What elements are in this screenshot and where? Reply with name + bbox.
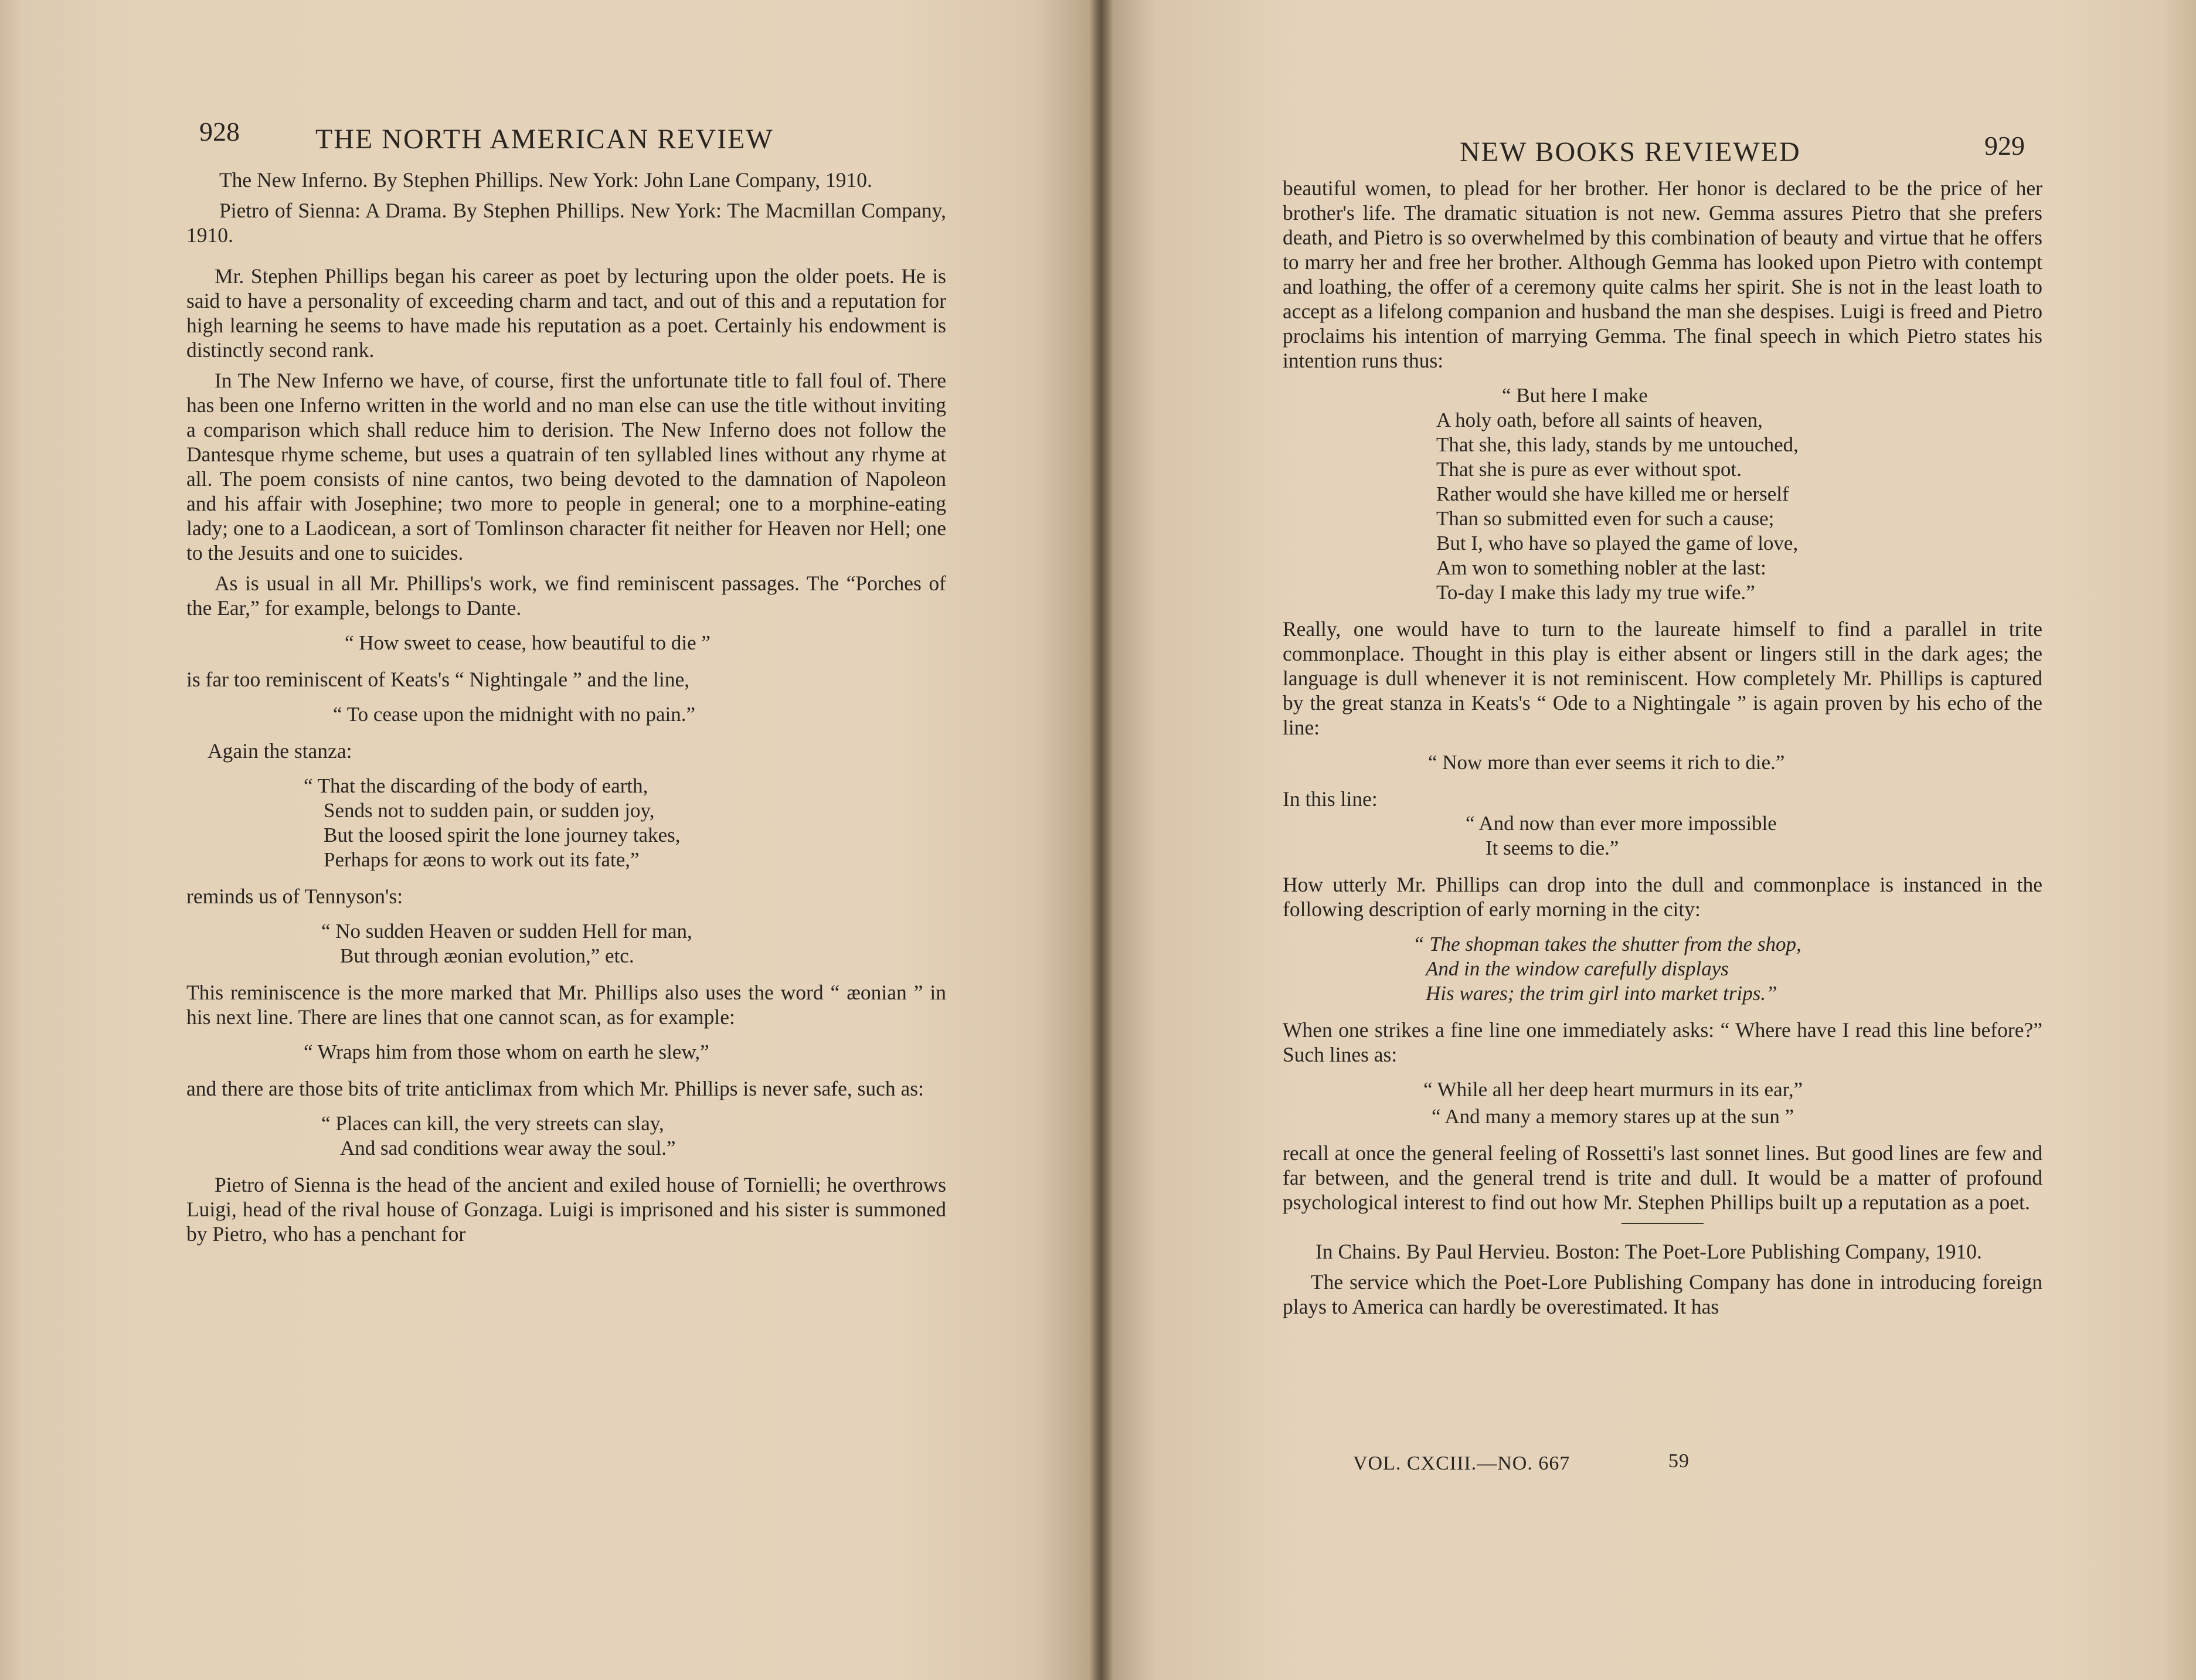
verse-line: To-day I make this lady my true wife.” <box>1436 581 1755 604</box>
verse-line: Am won to something nobler at the last: <box>1436 556 1766 579</box>
verse-line: “ The shopman takes the shutter from the shop, <box>1413 933 1801 955</box>
stanza <box>1283 811 2042 861</box>
verse-line: Than so submitted even for such a cause; <box>1436 507 1775 530</box>
right-page-body <box>1283 176 2042 1325</box>
verse-line: A holy oath, before all saints of heaven, <box>1436 409 1763 431</box>
citation-pietro-of-sienna: Pietro of Sienna: A Drama. By Stephen Phillips. New York: The Macmillan Company, 1910. <box>186 199 946 247</box>
left-page-body <box>186 168 946 1252</box>
verse-line: “ And now than ever more impossible <box>1466 812 1777 835</box>
stanza <box>186 774 946 872</box>
footer-volume: VOL. CXCIII.—NO. 667 <box>1353 1453 1570 1474</box>
verse-line: But through æonian evolution,” etc. <box>340 944 634 967</box>
stanza <box>186 1111 946 1161</box>
right-running-head: NEW BOOKS REVIEWED <box>1460 137 1801 168</box>
paragraph: Really, one would have to turn to the laureate himself to find a parallel in trite commonplace. Thought in this play is either absent or lingers still in the dark ages; the language is dull whenever it is not reminiscent. How completely Mr. Phillips is captured by the great stanza in Keats's “ Ode to a Nightingale ” is again proven by his echo of the line: <box>1283 617 2042 739</box>
right-page-number: 929 <box>1984 131 2025 161</box>
paragraph: The service which the Poet-Lore Publishing Company has done in introducing foreign plays to America can hardly be overestimated. It has <box>1283 1270 2042 1318</box>
text-line: is far too reminiscent of Keats's “ Nightingale ” and the line, <box>186 668 690 691</box>
text-line: Again the stanza: <box>208 739 352 763</box>
stanza <box>1283 932 2042 1006</box>
verse-line: But the loosed spirit the lone journey takes, <box>324 824 681 846</box>
paragraph: As is usual in all Mr. Phillips's work, we find reminiscent passages. The “Porches of the Ear,” for example, belongs to Dante. <box>186 572 946 620</box>
quotation: “ While all her deep heart murmurs in its ear,” <box>1423 1078 1803 1101</box>
quotation: “ And many a memory stares up at the sun ” <box>1432 1105 1794 1128</box>
citation-in-chains: In Chains. By Paul Hervieu. Boston: The Poet-Lore Publishing Company, 1910. <box>1315 1240 1982 1263</box>
quotation: “ Now more than ever seems it rich to die.” <box>1428 751 1785 774</box>
verse-line: That she is pure as ever without spot. <box>1436 458 1742 481</box>
verse-line: “ Places can kill, the very streets can slay, <box>321 1112 664 1135</box>
verse-line: And in the window carefully displays <box>1426 957 1729 980</box>
quotation: “ Wraps him from those whom on earth he slew,” <box>304 1040 709 1063</box>
verse-line: “ That the discarding of the body of earth, <box>304 774 648 797</box>
verse-line: “ No sudden Heaven or sudden Hell for man, <box>321 920 692 943</box>
stanza <box>1283 383 2042 605</box>
paragraph: This reminiscence is the more marked that Mr. Phillips also uses the word “ æonian ” in his next line. There are lines that one cannot scan, as for example: <box>186 981 946 1029</box>
paragraph: Mr. Stephen Phillips began his career as poet by lecturing upon the older poets. He is said to have a personality of exceeding charm and tact, and out of this and a reputation for high learning he seems to have made his reputation as a poet. Certainly his endowment is distinctly second rank. <box>186 264 946 362</box>
paragraph: and there are those bits of trite anticlimax from which Mr. Phillips is never safe, such as: <box>186 1077 924 1100</box>
verse-line: But I, who have so played the game of love, <box>1436 532 1799 555</box>
paragraph: When one strikes a fine line one immediately asks: “ Where have I read this line before?” Such lines as: <box>1283 1018 2042 1066</box>
text-line: In this line: <box>1283 787 1378 811</box>
paragraph: Pietro of Sienna is the head of the ancient and exiled house of Tornielli; he overthrows Luigi, head of the rival house of Gonzaga. Luigi is imprisoned and his sister is summoned by Pietro, who has a penchant for <box>186 1173 946 1246</box>
paragraph: beautiful women, to plead for her brother. Her honor is declared to be the price of her brother's life. The dramatic situation is not new. Gemma assures Pietro that she prefers death, and Pietro is so overwhelmed by this combination of beauty and virtue that he offers to marry her and free her brother. Although Gemma has looked upon Pietro with contempt and loathing, the offer of a ceremony quite calms her spirit. She is not in the least loath to accept as a lifelong companion and husband the man she despises. Luigi is freed and Pietro proclaims his intention of marrying Gemma. The final speech in which Pietro states his intention runs thus: <box>1283 176 2042 372</box>
verse-line: And sad conditions wear away the soul.” <box>340 1137 676 1159</box>
verse-line: His wares; the trim girl into market trips.” <box>1426 982 1777 1005</box>
verse-line: “ But here I make <box>1502 384 1648 407</box>
left-page-number: 928 <box>199 117 240 147</box>
quotation: “ To cease upon the midnight with no pain.” <box>333 703 696 726</box>
paragraph: recall at once the general feeling of Rossetti's last sonnet lines. But good lines are few and far between, and the general trend is trite and dull. It would be a matter of profound psychological interest to find out how Mr. Stephen Phillips built up a reputation as a poet. <box>1283 1141 2042 1214</box>
verse-line: Perhaps for æons to work out its fate,” <box>324 848 640 871</box>
verse-line: Rather would she have killed me or herself <box>1436 482 1789 505</box>
citation-new-inferno: The New Inferno. By Stephen Phillips. New York: John Lane Company, 1910. <box>219 168 872 192</box>
section-divider <box>1621 1223 1704 1224</box>
verse-line: It seems to die.” <box>1485 836 1619 859</box>
right-page <box>1101 0 2196 1680</box>
left-running-head: THE NORTH AMERICAN REVIEW <box>315 124 774 155</box>
footer-signature: 59 <box>1668 1450 1690 1472</box>
paragraph: In The New Inferno we have, of course, first the unfortunate title to fall foul of. There has been one Inferno written in the world and no man else can use the title without inviting a comparison which shall reduce him to derision. The New Inferno does not follow the Dantesque rhyme scheme, but uses a quatrain of ten syllabled lines without any rhyme at all. The poem consists of nine cantos, two being devoted to the damnation of Napoleon and his affair with Josephine; two more to people in general; one to a morphine-eating lady; one to a Laodicean, a sort of Tomlinson character fit neither for Heaven nor Hell; one to the Jesuits and one to suicides. <box>186 369 946 564</box>
book-gutter <box>1089 0 1113 1680</box>
quotation: “ How sweet to cease, how beautiful to die ” <box>345 631 711 654</box>
text-line: reminds us of Tennyson's: <box>186 885 403 908</box>
verse-line: That she, this lady, stands by me untouched, <box>1436 433 1799 456</box>
paragraph: How utterly Mr. Phillips can drop into the dull and commonplace is instanced in the following description of early morning in the city: <box>1283 873 2042 921</box>
stanza <box>186 919 946 968</box>
verse-line: Sends not to sudden pain, or sudden joy, <box>324 799 655 822</box>
